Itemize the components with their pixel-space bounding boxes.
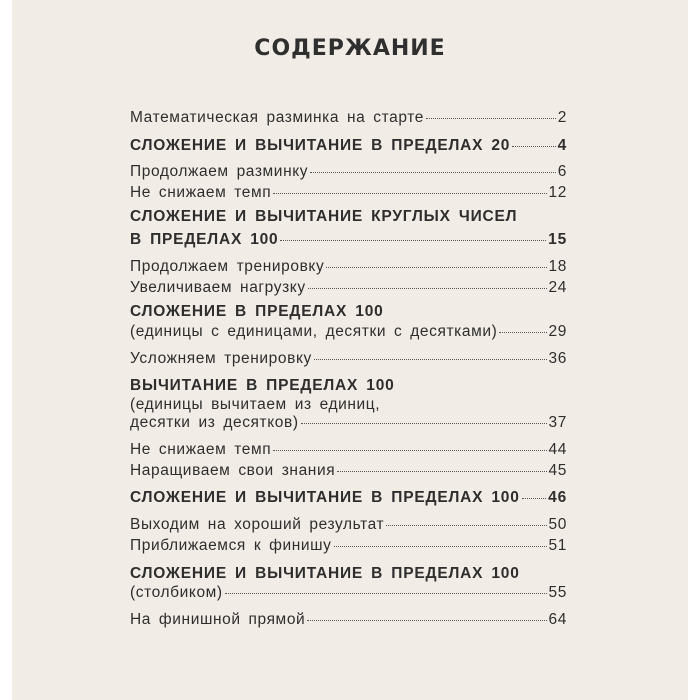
dot-leader [225, 593, 547, 594]
toc-section-heading [130, 228, 567, 252]
dot-leader [386, 525, 546, 526]
dot-leader [499, 332, 546, 333]
toc-entry [130, 534, 567, 558]
toc-entry-label: Усложняем тренировку [130, 350, 312, 367]
toc-section-heading [130, 320, 567, 344]
toc-page-number: 2 [557, 109, 567, 126]
toc-page-number: 29 [548, 323, 567, 340]
toc-entry-label: Приближаемся к финишу [130, 537, 332, 554]
toc-page-number: 15 [548, 231, 567, 248]
toc-entry-label: Продолжаем тренировку [130, 258, 325, 275]
dot-leader [326, 267, 546, 268]
toc-entry [130, 459, 567, 483]
toc-entry-label: Выходим на хороший результат [130, 516, 385, 533]
toc-page-number: 50 [548, 516, 567, 533]
dot-leader [337, 471, 546, 472]
toc-section-heading [130, 486, 567, 510]
toc-section-heading [130, 411, 567, 435]
dot-leader [310, 172, 556, 173]
toc-entry-label: Наращиваем свои знания [130, 462, 336, 479]
toc-page-number: 45 [548, 462, 567, 479]
toc-page-number: 51 [548, 537, 567, 554]
toc-section-heading-line: СЛОЖЕНИЕ И ВЫЧИТАНИЕ В ПРЕДЕЛАХ 100 [130, 565, 520, 582]
dot-leader [280, 240, 546, 241]
toc-entry-label: СЛОЖЕНИЕ И ВЫЧИТАНИЕ В ПРЕДЕЛАХ 20 [130, 137, 511, 154]
toc-entry-label: Не снижаем темп [130, 441, 272, 458]
toc-section-heading-line: СЛОЖЕНИЕ В ПРЕДЕЛАХ 100 [130, 303, 384, 320]
toc-page-number: 24 [548, 279, 567, 296]
toc-page-number: 6 [557, 163, 567, 180]
toc-entry [130, 106, 567, 130]
toc-entry-label: В ПРЕДЕЛАХ 100 [130, 231, 279, 248]
toc-entry-label: Не снижаем темп [130, 184, 272, 201]
dot-leader [273, 193, 546, 194]
dot-leader [314, 359, 547, 360]
toc-entry-label: Увеличиваем нагрузку [130, 279, 306, 296]
toc-page-number: 18 [548, 258, 567, 275]
toc-page-number: 64 [548, 611, 567, 628]
toc-page-number: 37 [548, 414, 567, 431]
dot-leader [522, 498, 547, 499]
dot-leader [273, 450, 546, 451]
toc-entry-label: (единицы с единицами, десятки с десятками) [130, 323, 498, 340]
toc-page-number: 55 [548, 584, 567, 601]
toc-entry [130, 608, 567, 632]
dot-leader [307, 620, 546, 621]
toc-section-heading-line: СЛОЖЕНИЕ И ВЫЧИТАНИЕ КРУГЛЫХ ЧИСЕЛ [130, 208, 518, 225]
toc-entry-label: На финишной прямой [130, 611, 306, 628]
toc-entry-label: Продолжаем разминку [130, 163, 309, 180]
toc-section-heading [130, 134, 567, 158]
toc-section-heading [130, 581, 567, 605]
dot-leader [308, 288, 547, 289]
toc-entry [130, 347, 567, 371]
page-title: СОДЕРЖАНИЕ [254, 36, 446, 61]
toc-page-number: 12 [548, 184, 567, 201]
dot-leader [334, 546, 547, 547]
toc-page-number: 46 [548, 489, 567, 506]
toc-entry-label: СЛОЖЕНИЕ И ВЫЧИТАНИЕ В ПРЕДЕЛАХ 100 [130, 489, 520, 506]
toc-section-subtitle-line: (единицы вычитаем из единиц, [130, 396, 381, 413]
toc-page-number: 36 [548, 350, 567, 367]
toc-entry-label: Математическая разминка на старте [130, 109, 424, 126]
dot-leader [426, 118, 556, 119]
toc-entry [130, 181, 567, 205]
toc-entry-label: (столбиком) [130, 584, 223, 601]
toc-page-number: 44 [548, 441, 567, 458]
dot-leader [301, 423, 547, 424]
toc-entry [130, 276, 567, 300]
toc-entry-label: десятки из десятков) [130, 414, 299, 431]
toc-page-number: 4 [557, 137, 567, 154]
toc-section-heading-line: ВЫЧИТАНИЕ В ПРЕДЕЛАХ 100 [130, 377, 395, 394]
book-page [12, 0, 688, 700]
dot-leader [512, 146, 555, 147]
